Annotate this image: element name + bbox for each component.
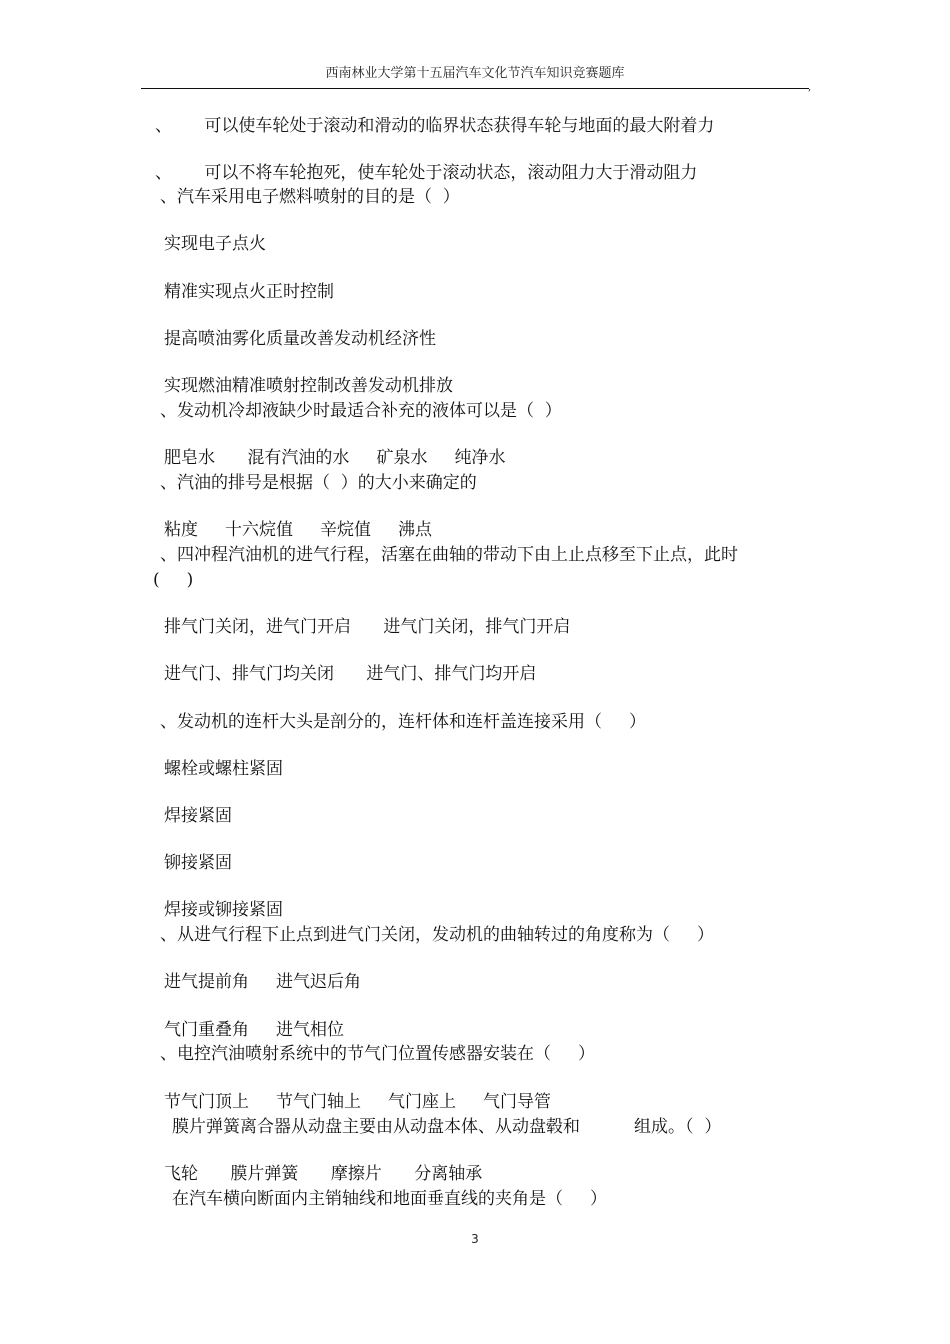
- option-line: 进气门、排气门均关闭 进气门、排气门均开启: [164, 664, 537, 684]
- option-line: 排气门关闭，进气门开启 进气门关闭，排气门开启: [164, 617, 571, 637]
- question-line: 、从进气行程下止点到进气门关闭，发动机的曲轴转过的角度称为（ ）: [160, 925, 715, 945]
- option-line: 进气提前角 进气迟后角: [164, 972, 362, 992]
- option-line: 焊接或铆接紧固: [164, 900, 283, 920]
- question-line: 在汽车横向断面内主销轴线和地面垂直线的夹角是（ ）: [172, 1189, 608, 1209]
- option-line: 焊接紧固: [164, 806, 232, 826]
- option-line: 、 可以使车轮处于滚动和滑动的临界状态获得车轮与地面的最大附着力: [155, 116, 715, 136]
- option-line: 铆接紧固: [164, 853, 232, 873]
- header-mark: ,: [808, 82, 812, 93]
- question-line: 、发动机的连杆大头是剖分的，连杆体和连杆盖连接采用（ ）: [160, 712, 647, 732]
- option-line: 螺栓或螺柱紧固: [164, 759, 283, 779]
- question-line: 、发动机冷却液缺少时最适合补充的液体可以是（ ）: [160, 401, 562, 421]
- question-line: 膜片弹簧离合器从动盘主要由从动盘本体、从动盘毂和 组成。（ ）: [172, 1117, 722, 1137]
- question-line: 、电控汽油喷射系统中的节气门位置传感器安装在（ ）: [160, 1044, 596, 1064]
- page-number: 3: [471, 1232, 479, 1246]
- question-line: ( ): [153, 570, 194, 590]
- question-line: 、汽油的排号是根据（ ）的大小来确定的: [160, 473, 477, 493]
- question-line: 、汽车采用电子燃料喷射的目的是（ ）: [160, 187, 460, 207]
- option-line: 飞轮 膜片弹簧 摩擦片 分离轴承: [164, 1164, 483, 1184]
- running-header: 西南林业大学第十五届汽车文化节汽车知识竞赛题库: [325, 66, 625, 81]
- option-line: 气门重叠角 进气相位: [164, 1020, 345, 1040]
- option-line: 肥皂水 混有汽油的水 矿泉水 纯净水: [164, 448, 506, 468]
- option-line: 粘度 十六烷值 辛烷值 沸点: [164, 520, 433, 540]
- option-line: 精准实现点火正时控制: [164, 282, 334, 302]
- option-line: 、 可以不将车轮抱死，使车轮处于滚动状态，滚动阻力大于滑动阻力: [155, 163, 698, 183]
- option-line: 提高喷油雾化质量改善发动机经济性: [164, 329, 436, 349]
- header-rule: [141, 88, 809, 89]
- question-line: 、四冲程汽油机的进气行程，活塞在曲轴的带动下由上止点移至下止点，此时: [160, 545, 738, 565]
- option-line: 节气门顶上 节气门轴上 气门座上 气门导管: [164, 1092, 552, 1112]
- option-line: 实现燃油精准喷射控制改善发动机排放: [164, 376, 453, 396]
- option-line: 实现电子点火: [164, 234, 266, 254]
